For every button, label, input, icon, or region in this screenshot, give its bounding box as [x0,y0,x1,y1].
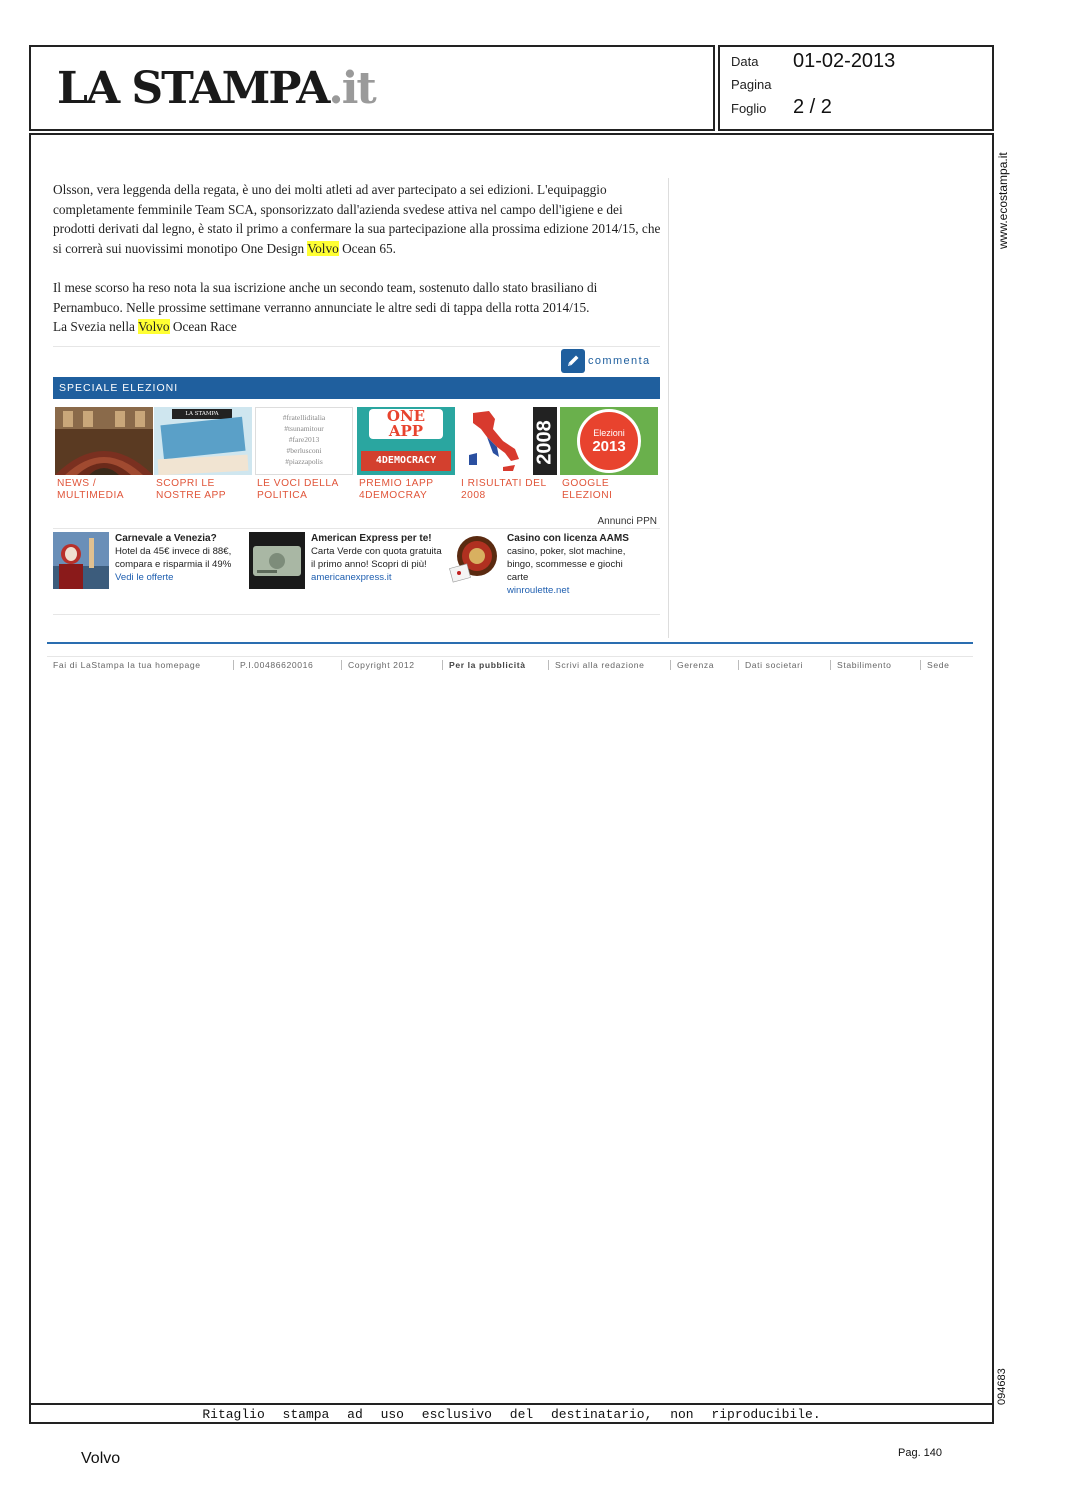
tile-caption: PREMIO 1APP 4DEMOCRAY [359,478,434,501]
separator [53,614,660,615]
client-keyword: Volvo [81,1450,121,1467]
footer-link: P.I.00486620016 [233,660,341,670]
ad-link[interactable]: Vedi le offerte [115,572,174,583]
app-thumbnail: LA STAMPA [154,407,252,475]
ad-title: Casino con licenza AAMS [507,533,629,544]
data-label: Data [731,54,759,69]
tile-caption: SCOPRI LE NOSTRE APP [156,478,227,501]
column-divider [668,178,669,638]
ad-link[interactable]: winroulette.net [507,585,570,596]
data-value: 01-02-2013 [793,50,896,72]
article-paragraph-2: Il mese scorso ha reso nota la sua iscrizione anche un secondo team, sostenuto dallo stato brasiliano di Pernambuco. Nelle prossime settimane verranno annunciate le altre sedi di tappa della rotta 2014/15. [53,280,598,315]
comment-label: commenta [588,355,651,367]
footer-link[interactable]: Gerenza [670,660,738,670]
footer-link[interactable]: Dati societari [738,660,830,670]
one-app-thumbnail: ONE APP 4DEMOCRACY [357,407,455,475]
tile-news-multimedia[interactable] [55,407,153,502]
amex-card-thumbnail [249,532,305,589]
tile-risultati-2008[interactable] [459,407,557,502]
metadata-box [718,45,994,131]
frame-bottom-rule [31,1403,992,1405]
ad-body: casino, poker, slot machine, bingo, scommesse e giochi carte [507,546,626,583]
masthead-box [29,45,715,131]
footer-link[interactable]: Sede [920,660,970,670]
ads-label: Annunci PPN [597,516,657,527]
tile-premio-1app[interactable] [357,407,455,502]
highlight-volvo: Volvo [138,319,170,334]
foglio-label: Foglio [731,101,767,116]
venice-carnival-thumbnail [53,532,109,589]
special-elections-header: SPECIALE ELEZIONI [53,377,660,399]
tile-caption: LE VOCI DELLA POLITICA [257,478,339,501]
footer-link[interactable]: Scrivi alla redazione [548,660,670,670]
ad-title: Carnevale a Venezia? [115,533,217,544]
footer-links [47,660,973,670]
tile-nostre-app[interactable] [154,407,252,502]
tile-caption: GOOGLE ELEZIONI [562,478,613,501]
ad-link[interactable]: americanexpress.it [311,572,392,583]
footer-blue-rule [47,642,973,644]
source-website: www.ecostampa.it [996,152,1010,249]
pencil-icon [561,349,585,373]
article-paragraph-1: Olsson, vera leggenda della regata, è uno dei molti atleti ad aver partecipato a sei edizioni. L'equipaggio completamente femminile Team SCA, sponsorizzato dall'azienda svedese attiva nel campo dell'igiene e dei prodotti derivati dal legno, è stato il primo a confermare la sua partecipazione alla prossima edizione 2014/15, che si correrà sui nuovissimi monotipo One Design Volvo Ocean 65. [53,182,661,256]
ad-body: Carta Verde con quota gratuita il primo anno! Scopri di più! [311,546,442,570]
disclaimer: Ritaglio stampa ad uso esclusivo del destinatario, non riproducibile. [202,1407,821,1422]
ad-title: American Express per te! [311,533,432,544]
elezioni-2013-thumbnail: Elezioni 2013 [560,407,658,475]
clipping-code: 094683 [996,1368,1008,1405]
tile-caption: I RISULTATI DEL 2008 [461,478,547,501]
parliament-thumbnail [55,407,153,475]
highlight-volvo: Volvo [307,240,339,256]
separator [47,656,973,657]
footer-link: Copyright 2012 [341,660,442,670]
footer-link[interactable]: Fai di LaStampa la tua homepage [53,660,201,670]
newspaper-logo: LA STAMPA.it [57,63,375,114]
page-number: Pag. 140 [898,1447,943,1459]
foglio-value: 2 / 2 [793,96,832,118]
comment-button[interactable] [561,349,651,373]
footer-link[interactable]: Per la pubblicità [442,660,548,670]
hashtag-cloud-thumbnail: #fratelliditalia #tsunamitour #fare2013 #berlusconi #piazzapolis [255,407,353,475]
footer-link[interactable]: Stabilimento [830,660,920,670]
separator [53,346,660,347]
tile-caption: NEWS / MULTIMEDIA [57,478,125,501]
related-link[interactable]: La Svezia nella Volvo Ocean Race [53,319,237,334]
tile-google-elezioni[interactable] [560,407,658,502]
roulette-thumbnail [445,532,501,589]
separator [53,528,660,529]
pagina-label: Pagina [731,77,772,92]
italy-map-thumbnail: 2008 [459,407,557,475]
tile-voci-politica[interactable] [255,407,353,502]
ad-body: Hotel da 45€ invece di 88€, compara e risparmia il 49% [115,546,232,570]
